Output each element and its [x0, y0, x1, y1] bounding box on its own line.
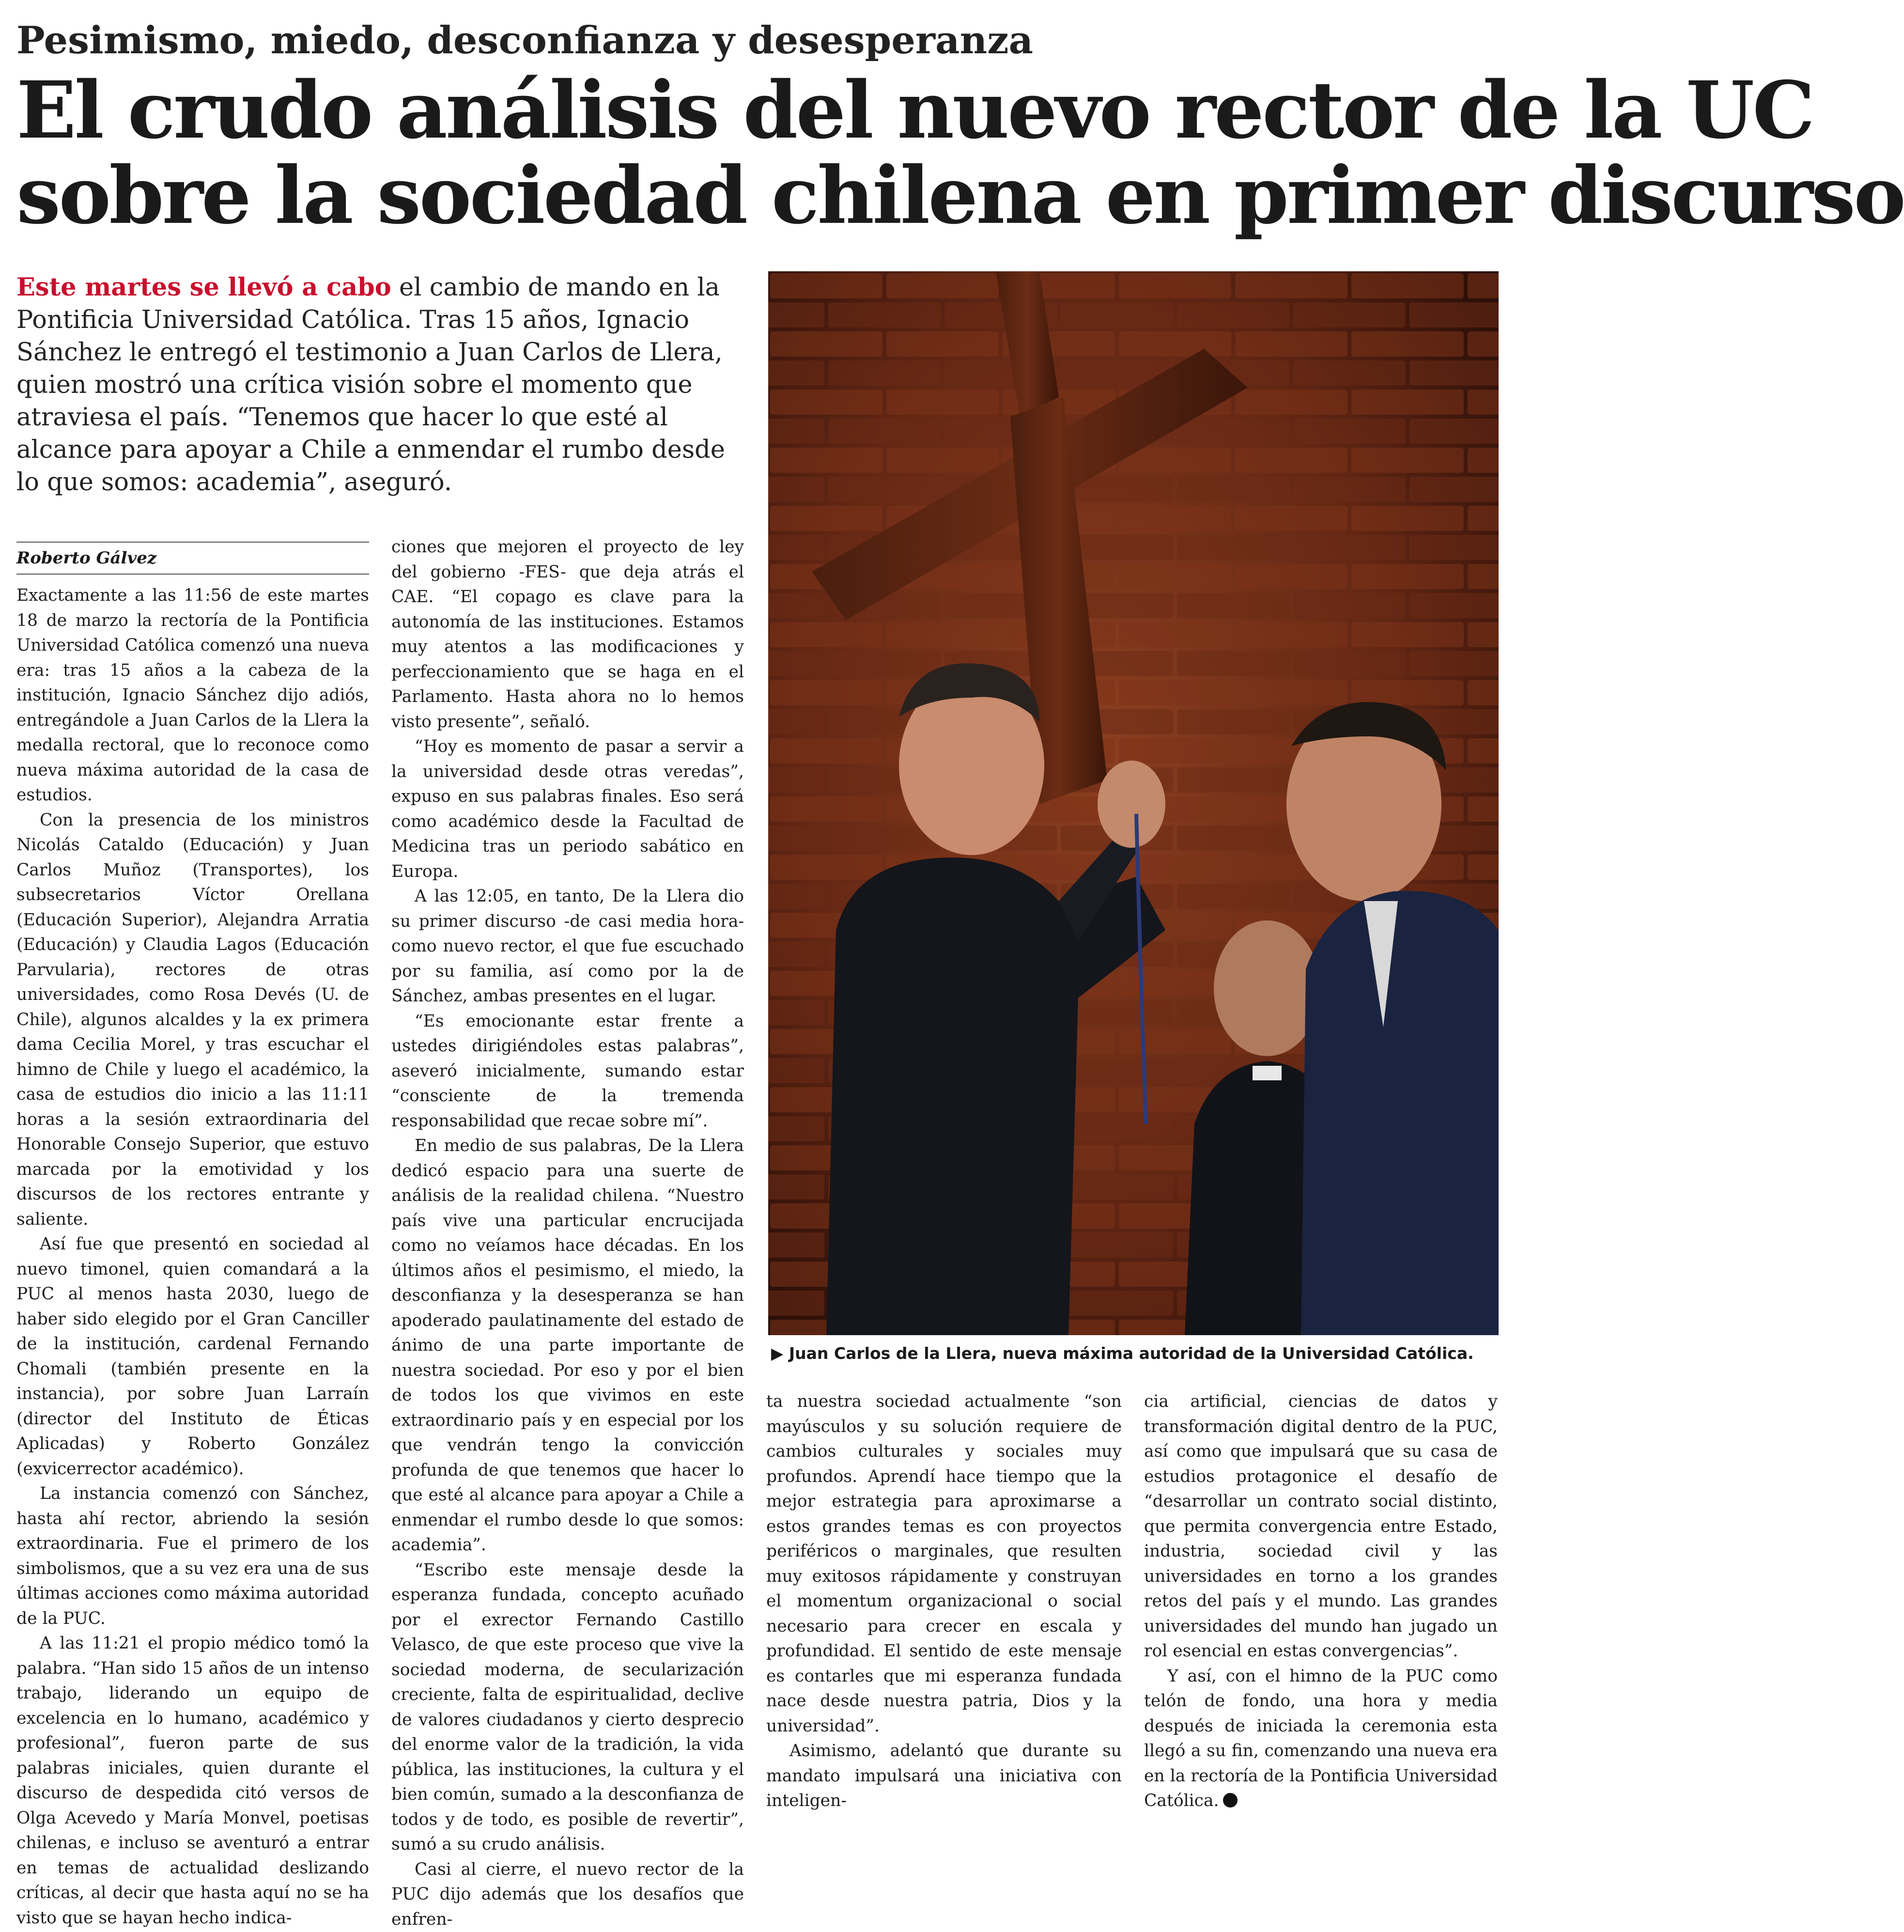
paragraph: A las 11:21 el propio médico tomó la palabra. “Han sido 15 años de un intenso trabajo, liderando un equipo de excelencia en lo humano, académico y profesional”, fueron parte de sus palabras iniciales, quien durante el discurso de despedida citó versos de Olga Acevedo y María Monvel, poetisas chilenas, e incluso se aventuró a entrar en temas de actualidad deslizando críticas, al decir que hasta aquí no se ha visto que se hayan hecho indica- [16, 1631, 369, 1931]
photo-ceremony [768, 271, 1499, 1335]
headline [16, 68, 1513, 238]
paragraph: La instancia comenzó con Sánchez, hasta ahí rector, abriendo la sesión extraordinaria. Fue el primero de los simbolismos, que a su vez era una de sus últimas acciones como máxima autoridad de la PUC. [16, 1481, 369, 1631]
person-left-hand [1098, 761, 1165, 848]
body-column-2 [391, 535, 744, 1770]
paragraph: “Hoy es momento de pasar a servir a la universidad desde otras veredas”, expuso en sus palabras finales. Eso será como académico desde la Facultad de Medicina tras un periodo sabático en Europa. [391, 734, 744, 884]
paragraph: cia artificial, ciencias de datos y transformación digital dentro de la PUC, así como que impulsará que su casa de estudios protagonice el desafío de “desarrollar un contrato social distinto, que permita convergencia entre Estado, industria, sociedad civil y las universidades en torno a los grandes retos del país y el mundo. Las grandes universidades del mundo han jugado un rol esencial en estas convergencias”. [1144, 1389, 1498, 1664]
byline: Roberto Gálvez [16, 546, 369, 570]
paragraph: Casi al cierre, el nuevo rector de la PUC dijo además que los desafíos que enfren- [391, 1857, 744, 1932]
paragraph: Con la presencia de los ministros Nicolás Cataldo (Educación) y Juan Carlos Muñoz (Transportes), los subsecretarios Víctor Orellana (Educación Superior), Alejandra Arratia (Educación) y Claudia Lagos (Educación Parvularia), rectores de otras universidades, como Rosa Devés (U. de Chile), algunos alcaldes y la ex primera dama Cecilia Morel, y tras escuchar el himno de Chile y luego el académico, la casa de estudios dio inicio a las 11:11 horas a la sesión extraordinaria del Honorable Consejo Superior, que estuvo marcada por la emotividad y los discursos de los rectores entrante y saliente. [16, 808, 369, 1232]
paragraph: Exactamente a las 11:56 de este martes 18 de marzo la rectoría de la Pontificia Universidad Católica comenzó una nueva era: tras 15 años a la cabeza de la institución, Ignacio Sánchez dijo adiós, entregándole a Juan Carlos de la Llera la medalla rectoral, que lo reconoce como nueva máxima autoridad de la casa de estudios. [16, 583, 369, 808]
headline-line-2: sobre la sociedad chilena en primer discurso [16, 153, 1513, 238]
photo-caption [771, 1342, 1498, 1365]
paragraph: ta nuestra sociedad actualmente “son mayúsculos y su solución requiere de cambios culturales y sociales muy profundos. Aprendí hace tiempo que la mejor estrategia para aproximarse a estos grandes temas es con proyectos periféricos o marginales, que resulten muy exitosos rápidamente y construyan el momentum organizacional o social necesario para crecer en escala y profundidad. El sentido de este mensaje es contarles que mi esperanza fundada nace desde nuestra patria, Dios y la universidad”. [766, 1389, 1122, 1739]
byline-rule-bottom [16, 574, 369, 575]
lead-highlight: Este martes se llevó a cabo [16, 273, 391, 302]
body-column-4 [1144, 1389, 1498, 1770]
paragraph-final [1144, 1664, 1498, 1814]
body-column-3 [766, 1389, 1122, 1770]
lead-text: el cambio de mando en la Pontificia Universidad Católica. Tras 15 años, Ignacio Sánchez le entregó el testimonio a Juan Carlos de Llera, quien mostró una crítica visión sobre el momento que atraviesa el país. “Tenemos que hacer lo que esté al alcance para apoyar a Chile a enmendar el rumbo desde lo que somos: academia”, aseguró. [16, 273, 725, 497]
paragraph: “Escribo este mensaje desde la esperanza fundada, concepto acuñado por el exrector Fernando Castillo Velasco, de que este proceso que vive la sociedad moderna, de secularización creciente, falta de espiritualidad, declive de valores ciudadanos y cierto desprecio del enorme valor de la tradición, la vida pública, las instituciones, la cultura y el bien común, sumado a la desconfianza de todos y de todo, es posible de revertir”, sumó a su crudo análisis. [391, 1558, 744, 1857]
paragraph: A las 12:05, en tanto, De la Llera dio su primer discurso -de casi media hora- como nuevo rector, el que fue escuchado por su familia, así como por la de Sánchez, ambas presentes en el lugar. [391, 884, 744, 1009]
headline-line-1: El crudo análisis del nuevo rector de la UC [16, 68, 1513, 153]
paragraph: Asimismo, adelantó que durante su mandato impulsará una iniciativa con inteligen- [766, 1739, 1122, 1814]
paragraph: ciones que mejoren el proyecto de ley del gobierno -FES- que deja atrás el CAE. “El copago es clave para la autonomía de las instituciones. Estamos muy atentos a las modificaciones y perfeccionamiento que se haga en el Parlamento. Hasta ahora no lo hemos visto presente”, señaló. [391, 535, 744, 734]
paragraph: Así fue que presentó en sociedad al nuevo timonel, quien comandará a la PUC al menos hasta 2030, luego de haber sido elegido por el Gran Canciller de la institución, cardenal Fernando Chomali (también presente en la instancia), por sobre Juan Larraín (director del Instituto de Éticas Aplicadas) y Roberto González (exvicerrector académico). [16, 1232, 369, 1481]
person-middle-head [1214, 920, 1320, 1056]
paragraph-final-text: Y así, con el himno de la PUC como telón de fondo, una hora y media después de iniciada la ceremonia esta llegó a su fin, comenzando una nueva era en la rectoría de la Pontificia Universidad Católica. [1144, 1667, 1498, 1811]
paragraph: En medio de sus palabras, De la Llera dedicó espacio para una suerte de análisis de la realidad chilena. “Nuestro país vive una particular encrucijada como no veíamos hace décadas. En los últimos años el pesimismo, el miedo, la desconfianza y la desesperanza se han apoderado paulatinamente del estado de ánimo de una parte importante de nuestra sociedad. Por eso y por el bien de todos los que vivimos en este extraordinario país y en especial por los que vendrán tengo la convicción profunda de que tenemos que hacer lo que esté al alcance para apoyar a Chile a enmendar el rumbo desde lo que somos: academia”. [391, 1134, 744, 1558]
photo-illustration [768, 271, 1499, 1335]
kicker: Pesimismo, miedo, desconfianza y desesperanza [16, 16, 1508, 65]
caption-arrow-icon: ▶ [771, 1344, 783, 1363]
lead-paragraph [16, 271, 743, 499]
caption-text: Juan Carlos de la Llera, nueva máxima autoridad de la Universidad Católica. [789, 1344, 1474, 1363]
end-mark-icon [1223, 1793, 1238, 1807]
byline-rule-top [16, 542, 369, 543]
body-column-1 [16, 583, 369, 1770]
person-right-suit [1301, 891, 1499, 1335]
paragraph: “Es emocionante estar frente a ustedes dirigiéndoles estas palabras”, aseveró inicialmente, sumando estar “consciente de la tremenda responsabilidad que recae sobre mí”. [391, 1009, 744, 1134]
